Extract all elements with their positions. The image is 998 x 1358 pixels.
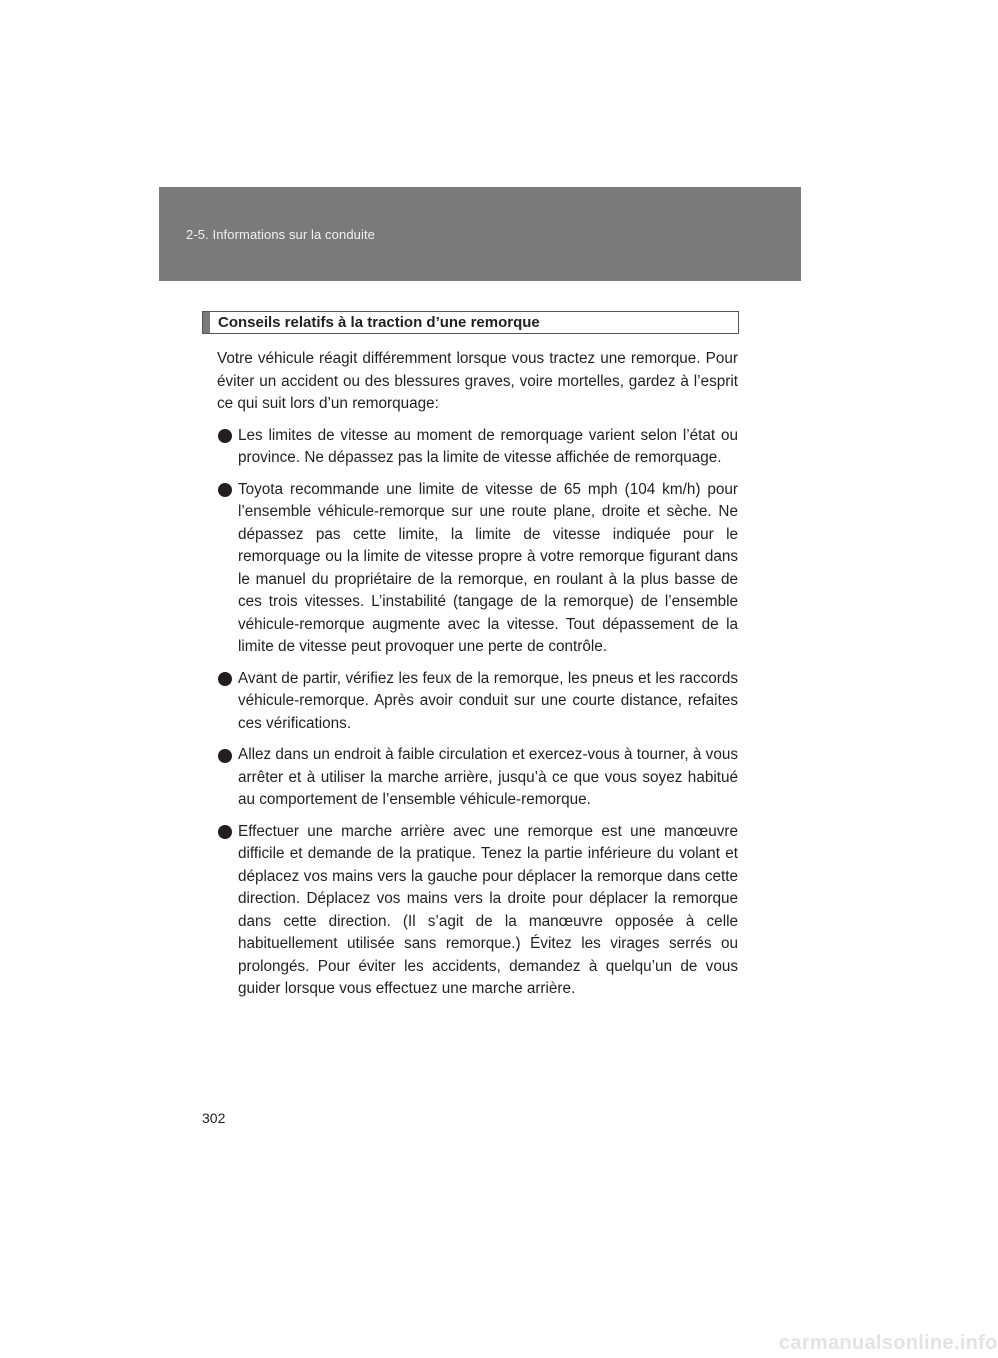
main-content: [217, 348, 738, 1010]
bullet-item: [217, 668, 738, 736]
watermark: carmanualsonline.info: [779, 1332, 998, 1354]
bullet-text: Toyota recommande une limite de vitesse de 65 mph (104 km/h) pour l’ensemble véhicule-remorque sur une route plane, droite et sèche. Ne dépassez pas cette limite, la limite de vitesse indiquée pour le remorquage ou la limite de vitesse propre à votre remorque figurant dans le manuel du propriétaire de la remorque, en roulant à la plus basse de ces trois vitesses. L’instabilité (tangage de la remorque) de l’ensemble véhicule-remorque augmente avec la vitesse. Tout dépassement de la limite de vitesse peut provoquer une perte de contrôle.: [238, 480, 738, 655]
page-number: 302: [202, 1110, 226, 1126]
title-tab-marker: [203, 312, 210, 333]
chapter-section-label: 2-5. Informations sur la conduite: [186, 227, 376, 242]
bullet-item: [217, 479, 738, 659]
bullet-text: Avant de partir, vérifiez les feux de la remorque, les pneus et les raccords véhicule-remorque. Après avoir conduit sur une courte distance, refaites ces vérifications.: [238, 669, 738, 732]
bullet-item: [217, 821, 738, 1001]
bullet-dot-icon: [218, 483, 232, 497]
bullet-text: Effectuer une marche arrière avec une remorque est une manœuvre difficile et demande de la pratique. Tenez la partie inférieure du volant et déplacez vos mains vers la gauche pour déplacer la remorque dans cette direction. Déplacez vos mains vers la droite pour déplacer la remorque dans cette direction. (Il s’agit de la manœuvre opposée à celle habituellement utilisée sans remorque.) Évitez les virages serrés ou prolongés. Pour éviter les accidents, demandez à quelqu’un de vous guider lorsque vous effectuez une marche arrière.: [238, 822, 738, 997]
chapter-header-band: [159, 187, 801, 281]
intro-paragraph: Votre véhicule réagit différemment lorsque vous tractez une remorque. Pour éviter un accident ou des blessures graves, voire mortelles, gardez à l’esprit ce qui suit lors d’un remorquage:: [217, 350, 738, 412]
bullet-text: Les limites de vitesse au moment de remorquage varient selon l’état ou province. Ne dépassez pas la limite de vitesse affichée de remorquage.: [238, 426, 738, 466]
section-title: Conseils relatifs à la traction d’une remorque: [218, 314, 540, 331]
bullet-dot-icon: [218, 429, 232, 443]
bullet-dot-icon: [218, 749, 232, 763]
bullet-text: Allez dans un endroit à faible circulation et exercez-vous à tourner, à vous arrêter et à utiliser la marche arrière, jusqu’à ce que vous soyez habitué au comportement de l’ensemble véhicule-remorque.: [238, 746, 738, 808]
bullet-item: [217, 744, 738, 812]
bullet-dot-icon: [218, 825, 232, 839]
bullet-dot-icon: [218, 672, 232, 686]
bullet-item: [217, 425, 738, 470]
section-title-box: [202, 311, 739, 334]
